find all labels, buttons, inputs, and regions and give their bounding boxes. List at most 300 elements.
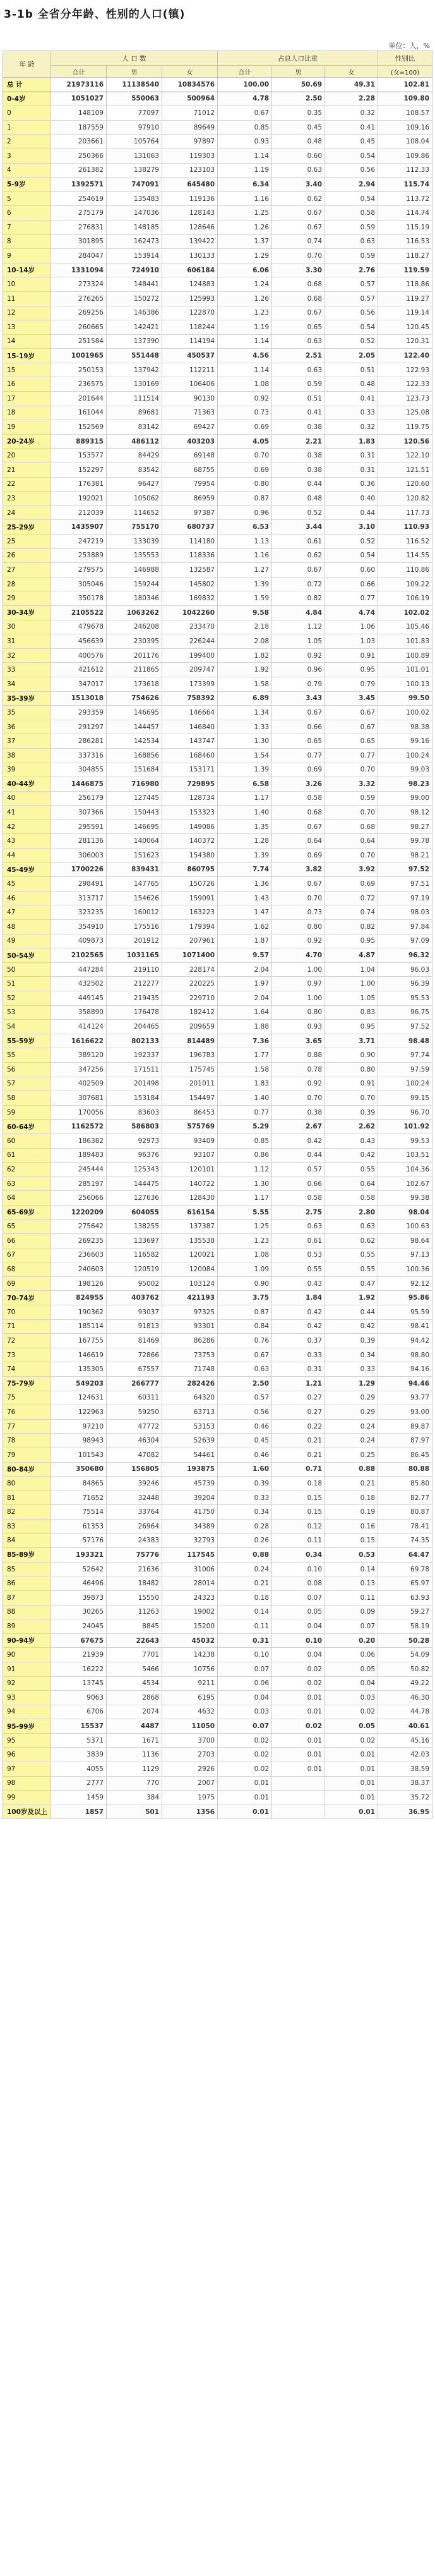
table-row — [3, 135, 432, 149]
share-total-cell: 1.09 — [218, 1262, 272, 1277]
share-total-cell: 0.77 — [218, 1105, 272, 1120]
male-cell: 92973 — [107, 1134, 162, 1148]
table-row — [3, 1477, 432, 1491]
share-female-cell: 0.66 — [325, 577, 378, 591]
share-female-cell: 3.92 — [325, 862, 378, 877]
share-female-cell: 0.04 — [325, 1676, 378, 1691]
share-total-cell: 1.62 — [218, 920, 272, 934]
share-male-cell: 0.61 — [272, 535, 325, 549]
share-total-cell: 1.26 — [218, 291, 272, 306]
sex-ratio-cell: 120.31 — [378, 334, 432, 349]
share-female-cell: 0.67 — [325, 720, 378, 734]
total-cell: 400576 — [51, 648, 107, 663]
sex-ratio-cell: 98.41 — [378, 1319, 432, 1334]
female-cell: 86959 — [162, 492, 218, 506]
sex-ratio-cell: 58.19 — [378, 1619, 432, 1634]
male-cell: 93037 — [107, 1305, 162, 1320]
sex-ratio-cell: 109.80 — [378, 92, 432, 106]
sex-ratio-cell: 101.83 — [378, 634, 432, 649]
share-male-cell: 0.92 — [272, 1077, 325, 1091]
share-male-cell: 0.51 — [272, 392, 325, 406]
share-total-cell: 1.16 — [218, 548, 272, 563]
female-cell: 45032 — [162, 1633, 218, 1648]
share-female-cell: 0.56 — [325, 163, 378, 178]
share-total-cell: 1.64 — [218, 1005, 272, 1020]
sex-ratio-cell: 99.00 — [378, 791, 432, 806]
total-cell: 193321 — [51, 1548, 107, 1563]
share-male-cell: 0.18 — [272, 1477, 325, 1491]
female-cell: 97325 — [162, 1305, 218, 1320]
share-male-cell: 0.02 — [272, 1676, 325, 1691]
female-cell: 207961 — [162, 934, 218, 948]
female-cell: 137387 — [162, 1219, 218, 1234]
sex-ratio-cell: 98.12 — [378, 806, 432, 820]
age-label: 95-99岁 — [3, 1719, 51, 1734]
male-cell: 125343 — [107, 1163, 162, 1177]
female-cell: 209747 — [162, 663, 218, 677]
share-male-cell: 3.65 — [272, 1034, 325, 1048]
sex-ratio-cell: 45.16 — [378, 1733, 432, 1748]
share-male-cell: 0.92 — [272, 648, 325, 663]
female-cell: 10756 — [162, 1662, 218, 1676]
share-female-cell: 0.40 — [325, 492, 378, 506]
table-row — [3, 106, 432, 121]
female-cell: 120021 — [162, 1248, 218, 1262]
table-group-row — [3, 520, 432, 535]
male-cell: 24383 — [107, 1533, 162, 1548]
sex-ratio-cell: 94.16 — [378, 1362, 432, 1377]
female-cell: 69148 — [162, 449, 218, 463]
page-title: 3-1b 全省分年龄、性别的人口(镇) — [4, 8, 186, 21]
sex-ratio-cell: 80.88 — [378, 1462, 432, 1477]
age-label: 40-44岁 — [3, 777, 51, 792]
female-cell: 1042260 — [162, 605, 218, 620]
sex-ratio-cell: 100.63 — [378, 1219, 432, 1234]
male-cell: 32448 — [107, 1491, 162, 1505]
sex-ratio-cell: 82.77 — [378, 1491, 432, 1505]
share-total-cell: 1.26 — [218, 220, 272, 234]
sex-ratio-cell: 119.14 — [378, 306, 432, 320]
table-row — [3, 463, 432, 478]
share-male-cell: 0.02 — [272, 1719, 325, 1734]
table-row — [3, 449, 432, 463]
male-cell: 72866 — [107, 1348, 162, 1362]
female-cell: 226244 — [162, 634, 218, 649]
share-total-cell: 0.45 — [218, 1434, 272, 1448]
male-cell: 1031165 — [107, 948, 162, 963]
share-female-cell: 4.87 — [325, 948, 378, 963]
share-male-cell: 0.65 — [272, 320, 325, 335]
total-cell: 21973116 — [51, 78, 107, 92]
table-row — [3, 1319, 432, 1334]
sex-ratio-cell: 96.75 — [378, 1005, 432, 1020]
sex-ratio-cell: 122.33 — [378, 377, 432, 392]
male-cell: 747091 — [107, 178, 162, 192]
table-row — [3, 563, 432, 577]
age-label: 67 — [3, 1248, 51, 1262]
female-cell: 139422 — [162, 234, 218, 249]
age-label: 46 — [3, 891, 51, 905]
age-label: 0-4岁 — [3, 92, 51, 106]
table-row — [3, 1163, 432, 1177]
share-total-cell: 1.30 — [218, 734, 272, 749]
share-female-cell: 0.58 — [325, 1191, 378, 1206]
total-cell: 1446875 — [51, 777, 107, 792]
share-female-cell: 0.02 — [325, 1705, 378, 1719]
sex-ratio-cell: 74.35 — [378, 1533, 432, 1548]
total-cell: 6706 — [51, 1705, 107, 1719]
male-cell: 60311 — [107, 1391, 162, 1405]
male-cell: 111514 — [107, 392, 162, 406]
sex-ratio-cell: 98.04 — [378, 1205, 432, 1219]
male-cell: 501 — [107, 1805, 162, 1819]
age-label: 35 — [3, 706, 51, 720]
share-female-cell: 0.15 — [325, 1533, 378, 1548]
share-total-cell: 1.37 — [218, 234, 272, 249]
female-cell: 500964 — [162, 92, 218, 106]
table-row — [3, 577, 432, 591]
share-total-cell: 1.16 — [218, 191, 272, 206]
male-cell: 127445 — [107, 791, 162, 806]
age-label: 47 — [3, 905, 51, 920]
share-male-cell: 0.63 — [272, 363, 325, 377]
male-cell: 153914 — [107, 249, 162, 263]
female-cell: 52639 — [162, 1434, 218, 1448]
share-female-cell: 0.52 — [325, 334, 378, 349]
table-row — [3, 591, 432, 606]
sex-ratio-cell: 99.15 — [378, 1091, 432, 1106]
table-row — [3, 377, 432, 392]
share-female-cell: 1.83 — [325, 434, 378, 449]
population-table — [3, 51, 432, 1819]
female-cell: 125993 — [162, 291, 218, 306]
share-female-cell: 0.72 — [325, 891, 378, 905]
sex-ratio-cell: 87.97 — [378, 1434, 432, 1448]
share-total-cell: 0.80 — [218, 477, 272, 492]
female-cell: 86453 — [162, 1105, 218, 1120]
table-row — [3, 1448, 432, 1463]
table-group-row — [3, 1377, 432, 1391]
share-female-cell: 0.41 — [325, 120, 378, 135]
share-male-cell: 3.40 — [272, 178, 325, 192]
share-total-cell: 1.39 — [218, 577, 272, 591]
sex-ratio-cell: 109.86 — [378, 148, 432, 163]
age-label: 87 — [3, 1590, 51, 1605]
share-female-cell: 0.82 — [325, 920, 378, 934]
female-cell: 282426 — [162, 1377, 218, 1391]
share-female-cell: 0.59 — [325, 220, 378, 234]
age-label: 84 — [3, 1533, 51, 1548]
age-label: 80 — [3, 1477, 51, 1491]
table-row — [3, 1276, 432, 1291]
age-label: 60 — [3, 1134, 51, 1148]
male-cell: 246208 — [107, 620, 162, 634]
share-total-cell: 1.47 — [218, 905, 272, 920]
male-cell: 97910 — [107, 120, 162, 135]
sex-ratio-cell: 115.19 — [378, 220, 432, 234]
age-label: 21 — [3, 463, 51, 478]
share-female-cell: 0.45 — [325, 135, 378, 149]
share-female-cell: 0.44 — [325, 1305, 378, 1320]
female-cell: 159091 — [162, 891, 218, 905]
sex-ratio-cell: 99.16 — [378, 734, 432, 749]
male-cell: 148185 — [107, 220, 162, 234]
total-cell: 46496 — [51, 1576, 107, 1591]
sex-ratio-cell: 97.09 — [378, 934, 432, 948]
age-label: 39 — [3, 763, 51, 777]
sex-ratio-cell: 65.97 — [378, 1576, 432, 1591]
table-row — [3, 977, 432, 991]
share-female-cell: 0.48 — [325, 377, 378, 392]
share-female-cell: 0.01 — [325, 1805, 378, 1819]
total-cell: 549203 — [51, 1377, 107, 1391]
header-share-female: 女 — [325, 66, 378, 78]
share-female-cell: 0.42 — [325, 1148, 378, 1163]
share-female-cell: 4.74 — [325, 605, 378, 620]
female-cell: 149086 — [162, 819, 218, 834]
female-cell: 145802 — [162, 577, 218, 591]
male-cell: 144475 — [107, 1176, 162, 1191]
male-cell: 147765 — [107, 877, 162, 892]
female-cell: 1071400 — [162, 948, 218, 963]
share-male-cell: 0.27 — [272, 1391, 325, 1405]
female-cell: 24323 — [162, 1590, 218, 1605]
female-cell: 143747 — [162, 734, 218, 749]
female-cell: 128143 — [162, 206, 218, 221]
total-cell: 354910 — [51, 920, 107, 934]
sex-ratio-cell: 100.13 — [378, 677, 432, 691]
share-male-cell: 1.00 — [272, 991, 325, 1006]
male-cell: 138255 — [107, 1219, 162, 1234]
share-total-cell: 2.04 — [218, 962, 272, 977]
total-cell: 456639 — [51, 634, 107, 649]
female-cell: 680737 — [162, 520, 218, 535]
total-cell: 1331094 — [51, 263, 107, 277]
sex-ratio-cell: 49.22 — [378, 1676, 432, 1691]
female-cell: 122870 — [162, 306, 218, 320]
sex-ratio-cell: 119.59 — [378, 263, 432, 277]
male-cell: 75776 — [107, 1548, 162, 1563]
age-label: 70 — [3, 1305, 51, 1320]
share-male-cell: 0.21 — [272, 1448, 325, 1463]
share-total-cell: 0.69 — [218, 463, 272, 478]
female-cell: 140372 — [162, 834, 218, 849]
age-label: 59 — [3, 1105, 51, 1120]
sex-ratio-cell: 120.45 — [378, 320, 432, 335]
male-cell: 142421 — [107, 320, 162, 335]
female-cell: 68755 — [162, 463, 218, 478]
sex-ratio-cell: 36.95 — [378, 1805, 432, 1819]
age-label: 7 — [3, 220, 51, 234]
sex-ratio-cell: 96.39 — [378, 977, 432, 991]
age-label: 14 — [3, 334, 51, 349]
share-female-cell: 0.43 — [325, 1134, 378, 1148]
age-label: 77 — [3, 1419, 51, 1434]
sex-ratio-cell: 115.74 — [378, 178, 432, 192]
share-total-cell: 0.18 — [218, 1590, 272, 1605]
share-total-cell: 0.01 — [218, 1805, 272, 1819]
share-male-cell: 0.10 — [272, 1562, 325, 1576]
share-male-cell: 0.42 — [272, 1305, 325, 1320]
share-female-cell: 0.16 — [325, 1519, 378, 1533]
total-cell: 4055 — [51, 1762, 107, 1777]
table-row — [3, 477, 432, 492]
table-row — [3, 1219, 432, 1234]
female-cell: 124883 — [162, 277, 218, 292]
male-cell: 144457 — [107, 720, 162, 734]
share-male-cell: 0.55 — [272, 1262, 325, 1277]
female-cell: 2926 — [162, 1762, 218, 1777]
female-cell: 168460 — [162, 748, 218, 763]
age-label: 16 — [3, 377, 51, 392]
share-total-cell: 0.56 — [218, 1405, 272, 1420]
share-male-cell: 0.65 — [272, 734, 325, 749]
male-cell: 131063 — [107, 148, 162, 163]
age-label: 96 — [3, 1748, 51, 1762]
sex-ratio-cell: 122.40 — [378, 349, 432, 363]
share-male-cell: 0.80 — [272, 920, 325, 934]
table-group-row — [3, 92, 432, 106]
table-row — [3, 1348, 432, 1362]
share-male-cell: 0.66 — [272, 1176, 325, 1191]
share-female-cell: 0.91 — [325, 648, 378, 663]
share-female-cell: 0.02 — [325, 1733, 378, 1748]
share-female-cell: 0.70 — [325, 1091, 378, 1106]
total-cell: 75514 — [51, 1505, 107, 1520]
male-cell: 5466 — [107, 1662, 162, 1676]
table-group-row — [3, 777, 432, 792]
total-cell: 285197 — [51, 1176, 107, 1191]
share-female-cell: 0.54 — [325, 148, 378, 163]
share-female-cell: 0.74 — [325, 905, 378, 920]
table-group-row — [3, 349, 432, 363]
male-cell: 33764 — [107, 1505, 162, 1520]
age-label: 33 — [3, 663, 51, 677]
age-label: 57 — [3, 1077, 51, 1091]
sex-ratio-cell: 120.60 — [378, 477, 432, 492]
share-female-cell: 0.70 — [325, 806, 378, 820]
male-cell: 127636 — [107, 1191, 162, 1206]
age-label: 43 — [3, 834, 51, 849]
male-cell: 148441 — [107, 277, 162, 292]
age-label: 90-94岁 — [3, 1633, 51, 1648]
table-group-row — [3, 862, 432, 877]
table-row — [3, 548, 432, 563]
share-total-cell: 6.53 — [218, 520, 272, 535]
table-row — [3, 905, 432, 920]
female-cell: 31006 — [162, 1562, 218, 1576]
share-total-cell: 0.02 — [218, 1748, 272, 1762]
total-cell: 153577 — [51, 449, 107, 463]
table-row — [3, 1434, 432, 1448]
share-male-cell: 2.75 — [272, 1205, 325, 1219]
share-female-cell: 0.33 — [325, 406, 378, 420]
share-male-cell: 0.05 — [272, 1605, 325, 1619]
share-total-cell: 0.46 — [218, 1419, 272, 1434]
age-label: 32 — [3, 648, 51, 663]
share-male-cell: 0.22 — [272, 1419, 325, 1434]
age-label: 28 — [3, 577, 51, 591]
female-cell: 199400 — [162, 648, 218, 663]
age-label: 45-49岁 — [3, 862, 51, 877]
header-total: 合计 — [51, 66, 107, 78]
female-cell: 103124 — [162, 1276, 218, 1291]
share-male-cell: 0.02 — [272, 1662, 325, 1676]
share-total-cell: 0.87 — [218, 492, 272, 506]
share-male-cell: 2.21 — [272, 434, 325, 449]
female-cell: 97387 — [162, 505, 218, 520]
table-row — [3, 1619, 432, 1634]
share-total-cell: 2.08 — [218, 634, 272, 649]
male-cell: 219110 — [107, 962, 162, 977]
table-row — [3, 1590, 432, 1605]
share-total-cell: 0.10 — [218, 1648, 272, 1662]
table-row — [3, 334, 432, 349]
share-male-cell: 0.68 — [272, 291, 325, 306]
share-male-cell: 0.66 — [272, 720, 325, 734]
male-cell: 26964 — [107, 1519, 162, 1533]
sex-ratio-cell: 123.73 — [378, 392, 432, 406]
female-cell: 153323 — [162, 806, 218, 820]
share-total-cell: 1.97 — [218, 977, 272, 991]
male-cell: 770 — [107, 1776, 162, 1791]
total-cell: 269256 — [51, 306, 107, 320]
share-total-cell: 1.08 — [218, 377, 272, 392]
share-male-cell: 0.57 — [272, 1163, 325, 1177]
total-cell: 350178 — [51, 591, 107, 606]
age-label: 85 — [3, 1562, 51, 1576]
share-male-cell: 0.93 — [272, 1020, 325, 1034]
total-cell: 30265 — [51, 1605, 107, 1619]
sex-ratio-cell: 110.93 — [378, 520, 432, 535]
age-label: 6 — [3, 206, 51, 221]
share-total-cell: 0.02 — [218, 1762, 272, 1777]
total-cell: 170056 — [51, 1105, 107, 1120]
table-group-row — [3, 1462, 432, 1477]
share-total-cell: 1.40 — [218, 1091, 272, 1106]
share-female-cell: 0.18 — [325, 1491, 378, 1505]
share-female-cell: 0.54 — [325, 320, 378, 335]
total-cell: 281136 — [51, 834, 107, 849]
sex-ratio-cell: 40.61 — [378, 1719, 432, 1734]
table-row — [3, 1419, 432, 1434]
male-cell: 135553 — [107, 548, 162, 563]
age-label: 4 — [3, 163, 51, 178]
age-label: 10 — [3, 277, 51, 292]
share-total-cell: 7.74 — [218, 862, 272, 877]
male-cell: 7701 — [107, 1648, 162, 1662]
female-cell: 11050 — [162, 1719, 218, 1734]
share-total-cell: 1.58 — [218, 1062, 272, 1077]
age-label: 55-59岁 — [3, 1034, 51, 1048]
sex-ratio-cell: 99.38 — [378, 1191, 432, 1206]
table-row — [3, 363, 432, 377]
male-cell: 486112 — [107, 434, 162, 449]
male-cell: 150443 — [107, 806, 162, 820]
sex-ratio-cell: 101.01 — [378, 663, 432, 677]
table-row — [3, 934, 432, 948]
total-cell: 337316 — [51, 748, 107, 763]
share-female-cell: 0.03 — [325, 1691, 378, 1705]
share-male-cell: 0.62 — [272, 191, 325, 206]
share-total-cell: 5.55 — [218, 1205, 272, 1219]
table-row — [3, 1519, 432, 1533]
share-male-cell: 0.67 — [272, 206, 325, 221]
total-cell: 1051027 — [51, 92, 107, 106]
female-cell: 2703 — [162, 1748, 218, 1762]
share-male-cell — [272, 1776, 325, 1791]
age-label: 58 — [3, 1091, 51, 1106]
